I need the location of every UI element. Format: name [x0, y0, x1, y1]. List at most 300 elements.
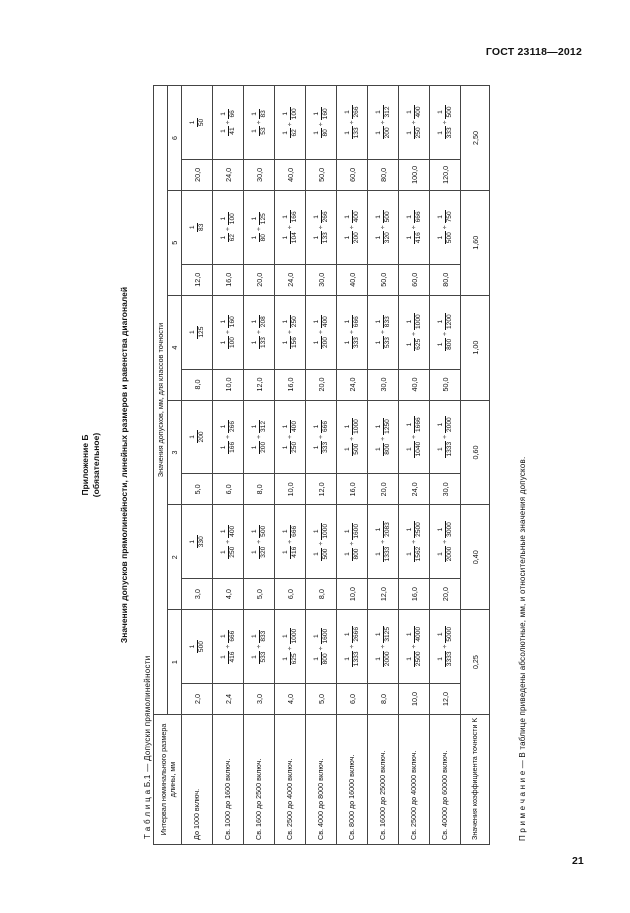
fraction — [375, 336, 392, 349]
fraction — [437, 521, 454, 538]
appendix-heading — [80, 85, 102, 845]
relative-value — [375, 610, 392, 683]
fraction — [251, 212, 268, 225]
rotated-content — [80, 85, 550, 845]
relative-value — [406, 296, 423, 369]
fraction-denominator: 160 — [321, 108, 329, 120]
fraction — [313, 128, 330, 137]
fraction-denominator: 2083 — [383, 522, 391, 537]
fraction — [220, 233, 237, 242]
absolute-value: 12,0 — [182, 264, 212, 295]
fraction-numerator: 1 — [250, 129, 258, 133]
tolerance-cell-inner — [399, 610, 429, 714]
interval-header: Интервал номинального размера длины, мм — [154, 715, 182, 845]
fraction — [220, 109, 237, 118]
fraction — [189, 535, 206, 548]
fraction-denominator: 104 — [290, 232, 298, 244]
fraction — [406, 651, 423, 668]
fraction-denominator: 1666 — [414, 417, 422, 433]
range-separator: ÷ — [379, 120, 387, 125]
relative-value — [251, 296, 268, 369]
fraction — [375, 546, 392, 563]
fraction — [220, 525, 237, 538]
fraction-numerator: 1 — [374, 657, 382, 661]
relative-value — [282, 401, 299, 474]
fraction-numerator: 1 — [250, 340, 258, 345]
fraction — [313, 336, 330, 349]
fraction-denominator: 1000 — [414, 314, 422, 330]
range-separator: ÷ — [441, 332, 449, 336]
fraction-numerator: 1 — [343, 529, 351, 534]
fraction-denominator: 1200 — [445, 314, 453, 330]
tolerance-cell — [399, 295, 430, 400]
fraction-denominator: 416 — [414, 232, 422, 244]
fraction — [313, 107, 330, 120]
fraction-denominator: 200 — [352, 232, 360, 244]
tolerance-cell-inner — [337, 191, 367, 295]
fraction-numerator: 1 — [405, 319, 413, 324]
fraction-numerator: 1 — [281, 112, 289, 116]
group-header: Значения допусков, мм, для классов точности — [154, 86, 168, 715]
tolerance-cell-inner — [368, 401, 398, 505]
fraction-numerator: 1 — [312, 112, 320, 116]
relative-value — [251, 191, 268, 264]
fraction-denominator: 1040 — [414, 441, 422, 457]
table-caption: Т а б л и ц а Б.1 — Допуски прямолинейности — [143, 655, 152, 839]
fraction-denominator: 800 — [383, 443, 391, 455]
fraction — [344, 231, 361, 244]
fraction-denominator: 320 — [259, 546, 267, 558]
fraction-denominator: 333 — [352, 337, 360, 349]
fraction-numerator: 1 — [374, 340, 382, 345]
fraction-numerator: 1 — [343, 340, 351, 345]
relative-value — [251, 401, 268, 474]
relative-value — [282, 86, 299, 159]
table-row — [368, 86, 399, 845]
range-separator: ÷ — [410, 539, 418, 544]
tolerance-cell — [213, 295, 244, 400]
fraction-numerator: 1 — [405, 422, 413, 427]
tolerance-cell — [430, 610, 461, 715]
interval-cell: Св. 16000 до 25000 включ. — [368, 715, 399, 845]
fraction — [437, 441, 454, 458]
fraction — [406, 441, 423, 458]
tolerance-cell — [275, 610, 306, 715]
fraction — [220, 336, 237, 349]
fraction-numerator: 1 — [436, 235, 444, 240]
fraction — [375, 315, 392, 328]
tolerance-cell-inner — [306, 610, 336, 714]
tolerance-cell-inner — [213, 505, 243, 609]
absolute-value: 20,0 — [368, 473, 398, 504]
fraction-numerator: 1 — [405, 235, 413, 240]
absolute-value: 16,0 — [275, 369, 305, 400]
tolerance-cell — [213, 610, 244, 715]
absolute-value: 20,0 — [244, 264, 274, 295]
tolerance-cell-inner — [275, 191, 305, 295]
class-header: 3 — [168, 400, 182, 505]
appendix-status: (обязательное) — [91, 432, 101, 498]
relative-value — [282, 610, 299, 683]
fraction-numerator: 1 — [281, 340, 289, 345]
fraction — [406, 313, 423, 330]
range-separator: ÷ — [348, 436, 356, 441]
fraction — [437, 313, 454, 330]
tolerance-cell — [368, 190, 399, 295]
fraction-denominator: 125 — [259, 213, 267, 225]
range-separator: ÷ — [348, 644, 356, 649]
fraction-numerator: 1 — [250, 424, 258, 429]
range-separator: ÷ — [286, 435, 294, 439]
absolute-value: 3,0 — [244, 683, 274, 714]
absolute-value: 20,0 — [430, 578, 460, 609]
absolute-value: 2,4 — [213, 683, 243, 714]
interval-cell: До 1000 включ. — [182, 715, 213, 845]
tolerance-cell — [399, 610, 430, 715]
fraction — [189, 430, 206, 443]
fraction — [375, 418, 392, 435]
tolerance-cell — [275, 190, 306, 295]
fraction-denominator: 250 — [290, 441, 298, 453]
absolute-value: 8,0 — [244, 473, 274, 504]
fraction — [220, 651, 237, 664]
fraction — [251, 420, 268, 433]
tolerance-cell — [306, 295, 337, 400]
fraction-numerator: 1 — [405, 527, 413, 532]
k-value: 0,40 — [461, 505, 490, 610]
tolerance-cell — [399, 505, 430, 610]
fraction-denominator: 625 — [414, 338, 422, 350]
fraction — [313, 628, 330, 645]
fraction-numerator: 1 — [219, 529, 227, 534]
relative-value — [344, 191, 361, 264]
fraction — [282, 441, 299, 454]
fraction-denominator: 41 — [228, 127, 236, 135]
fraction-numerator: 1 — [436, 527, 444, 532]
fraction-denominator: 166 — [228, 441, 236, 453]
absolute-value: 16,0 — [213, 264, 243, 295]
fraction-numerator: 1 — [219, 235, 227, 240]
interval-cell: Св. 8000 до 16000 включ. — [337, 715, 368, 845]
fraction-numerator: 1 — [188, 539, 196, 544]
fraction-numerator: 1 — [436, 319, 444, 324]
fraction — [251, 315, 268, 328]
fraction-numerator: 1 — [281, 131, 289, 135]
fraction — [406, 521, 423, 538]
table-row — [306, 86, 337, 845]
tolerance-cell — [306, 190, 337, 295]
fraction-denominator: 666 — [290, 525, 298, 537]
tolerance-cell-inner — [213, 401, 243, 505]
standard-number: ГОСТ 23118—2012 — [485, 46, 582, 58]
interval-cell: Св. 2500 до 4000 включ. — [275, 715, 306, 845]
fraction-denominator: 200 — [321, 337, 329, 349]
fraction — [251, 546, 268, 559]
fraction-numerator: 1 — [405, 552, 413, 556]
tolerance-cell-inner — [244, 86, 274, 190]
range-separator: ÷ — [255, 539, 263, 544]
fraction — [313, 523, 330, 540]
fraction — [437, 416, 454, 433]
class-header: 1 — [168, 610, 182, 715]
tolerance-cell-inner — [399, 296, 429, 400]
fraction — [406, 210, 423, 223]
table-note: П р и м е ч а н и е — В таблице приведены абсолютные, мм, и относительные значения допусков. — [518, 456, 527, 841]
tolerance-cell — [244, 400, 275, 505]
fraction-denominator: 533 — [259, 651, 267, 663]
fraction-numerator: 1 — [374, 110, 382, 114]
fraction-denominator: 83 — [197, 223, 205, 231]
fraction-numerator: 1 — [219, 634, 227, 638]
fraction-denominator: 1600 — [352, 524, 360, 539]
page-number: 21 — [572, 855, 584, 867]
fraction-numerator: 1 — [405, 342, 413, 347]
tolerance-cell-inner — [399, 191, 429, 295]
relative-value — [344, 505, 361, 578]
fraction-denominator: 2500 — [414, 522, 422, 537]
fraction-denominator: 500 — [259, 525, 267, 537]
range-separator: ÷ — [379, 225, 387, 230]
tolerance-cell-inner — [337, 86, 367, 190]
fraction-numerator: 1 — [281, 215, 289, 219]
fraction-denominator: 625 — [290, 653, 298, 665]
relative-value — [220, 401, 237, 474]
relative-value — [282, 505, 299, 578]
fraction — [344, 523, 361, 540]
fraction-numerator: 1 — [250, 529, 258, 534]
fraction-numerator: 1 — [312, 424, 320, 429]
fraction-numerator: 1 — [219, 445, 227, 450]
fraction — [220, 630, 237, 643]
tolerance-cell-inner — [368, 610, 398, 714]
range-separator: ÷ — [286, 225, 294, 230]
fraction-numerator: 1 — [312, 552, 320, 556]
tolerance-table — [153, 85, 490, 845]
tolerance-cell-inner — [244, 296, 274, 400]
relative-value — [406, 401, 423, 474]
fraction-numerator: 1 — [281, 424, 289, 429]
relative-value — [437, 296, 454, 369]
range-separator: ÷ — [348, 225, 356, 230]
relative-value — [313, 86, 330, 159]
tolerance-cell-inner — [306, 296, 336, 400]
fraction-denominator: 3125 — [383, 627, 391, 642]
fraction-denominator: 2000 — [383, 651, 391, 667]
tolerance-cell-inner — [213, 296, 243, 400]
fraction — [251, 651, 268, 664]
fraction-denominator: 666 — [228, 630, 236, 642]
fraction-numerator: 1 — [188, 120, 196, 125]
interval-cell: Св. 4000 до 8000 включ. — [306, 715, 337, 845]
fraction-numerator: 1 — [343, 235, 351, 240]
absolute-value: 24,0 — [399, 473, 429, 504]
fraction-numerator: 1 — [219, 319, 227, 324]
absolute-value: 12,0 — [430, 683, 460, 714]
fraction — [282, 336, 299, 349]
fraction-denominator: 2000 — [445, 546, 453, 562]
tolerance-cell — [275, 86, 306, 191]
tolerance-cell-inner — [368, 191, 398, 295]
range-separator: ÷ — [410, 332, 418, 336]
fraction — [437, 126, 454, 139]
fraction — [313, 652, 330, 665]
tolerance-cell — [275, 295, 306, 400]
fraction-denominator: 833 — [259, 630, 267, 642]
absolute-value: 60,0 — [337, 159, 367, 190]
absolute-value: 6,0 — [213, 473, 243, 504]
fraction-denominator: 666 — [352, 316, 360, 328]
range-separator: ÷ — [224, 227, 232, 232]
absolute-value: 20,0 — [182, 159, 212, 190]
fraction-denominator: 266 — [321, 211, 329, 223]
fraction-denominator: 62 — [290, 129, 298, 137]
fraction-denominator: 416 — [228, 651, 236, 663]
fraction-denominator: 3000 — [445, 522, 453, 537]
tolerance-cell — [306, 505, 337, 610]
tolerance-cell — [306, 610, 337, 715]
fraction — [344, 106, 361, 119]
absolute-value: 60,0 — [399, 264, 429, 295]
fraction-numerator: 1 — [405, 110, 413, 114]
range-separator: ÷ — [441, 120, 449, 125]
fraction-denominator: 2000 — [445, 417, 453, 433]
fraction-numerator: 1 — [188, 644, 196, 649]
fraction-numerator: 1 — [281, 634, 289, 638]
range-separator: ÷ — [441, 539, 449, 544]
fraction — [406, 106, 423, 119]
absolute-value: 40,0 — [337, 264, 367, 295]
tolerance-cell-inner — [368, 86, 398, 190]
fraction-numerator: 1 — [312, 131, 320, 135]
fraction-numerator: 1 — [436, 552, 444, 556]
interval-cell: Св. 40000 до 60000 включ. — [430, 715, 461, 845]
relative-value — [437, 505, 454, 578]
range-separator: ÷ — [317, 541, 325, 546]
interval-cell: Св. 1600 до 2500 включ. — [244, 715, 275, 845]
fraction-numerator: 1 — [343, 632, 351, 637]
fraction — [344, 126, 361, 139]
fraction — [406, 126, 423, 139]
relative-value — [313, 401, 330, 474]
relative-value — [189, 296, 206, 369]
fraction-denominator: 133 — [259, 337, 267, 349]
fraction-denominator: 500 — [352, 443, 360, 455]
relative-value — [220, 505, 237, 578]
tolerance-cell-inner — [275, 505, 305, 609]
fraction-denominator: 2666 — [352, 627, 360, 642]
tolerance-cell-inner — [275, 610, 305, 714]
tolerance-cell — [182, 610, 213, 715]
tolerance-cell — [430, 400, 461, 505]
interval-cell: Св. 25000 до 40000 включ. — [399, 715, 430, 845]
class-header: 5 — [168, 190, 182, 295]
absolute-value: 50,0 — [306, 159, 336, 190]
fraction-numerator: 1 — [188, 225, 196, 230]
fraction-denominator: 1562 — [414, 546, 422, 562]
fraction — [220, 546, 237, 559]
range-separator: ÷ — [348, 541, 356, 546]
fraction — [375, 521, 392, 538]
fraction-denominator: 133 — [321, 232, 329, 244]
fraction — [344, 418, 361, 435]
fraction-denominator: 83 — [259, 110, 267, 118]
fraction-numerator: 1 — [343, 657, 351, 661]
relative-value — [344, 86, 361, 159]
fraction-denominator: 1000 — [290, 628, 298, 644]
fraction-denominator: 133 — [352, 127, 360, 139]
range-separator: ÷ — [224, 435, 232, 439]
fraction-numerator: 1 — [250, 112, 258, 116]
fraction-denominator: 208 — [259, 316, 267, 328]
fraction-numerator: 1 — [405, 447, 413, 452]
range-separator: ÷ — [441, 644, 449, 649]
absolute-value: 16,0 — [337, 473, 367, 504]
fraction-denominator: 50 — [197, 118, 205, 127]
fraction — [313, 548, 330, 561]
tolerance-cell-inner — [244, 401, 274, 505]
fraction-denominator: 125 — [197, 326, 205, 338]
fraction-numerator: 1 — [219, 340, 227, 345]
fraction-numerator: 1 — [219, 216, 227, 221]
fraction-denominator: 80 — [259, 234, 267, 242]
fraction — [437, 338, 454, 351]
absolute-value: 2,0 — [182, 683, 212, 714]
range-separator: ÷ — [348, 330, 356, 335]
tolerance-cell-inner — [306, 401, 336, 505]
tolerance-cell — [368, 295, 399, 400]
range-separator: ÷ — [379, 644, 387, 649]
fraction — [189, 640, 206, 653]
fraction-denominator: 500 — [383, 211, 391, 223]
range-separator: ÷ — [224, 120, 232, 125]
fraction-denominator: 330 — [197, 536, 205, 548]
fraction-numerator: 1 — [436, 447, 444, 452]
absolute-value: 40,0 — [275, 159, 305, 190]
fraction-denominator: 250 — [290, 316, 298, 328]
relative-value — [251, 610, 268, 683]
absolute-value: 5,0 — [182, 473, 212, 504]
absolute-value: 30,0 — [306, 264, 336, 295]
fraction — [251, 336, 268, 349]
fraction-denominator: 100 — [290, 108, 298, 120]
fraction — [437, 546, 454, 563]
relative-value — [189, 610, 206, 683]
tolerance-cell — [430, 505, 461, 610]
range-separator: ÷ — [317, 225, 325, 230]
tolerance-cell-inner — [182, 86, 212, 190]
fraction-denominator: 62 — [228, 234, 236, 242]
fraction-numerator: 1 — [312, 215, 320, 219]
appendix-title: Приложение Б — [80, 434, 90, 496]
absolute-value: 6,0 — [275, 578, 305, 609]
interval-cell: Св. 1000 до 1600 включ. — [213, 715, 244, 845]
fraction — [251, 630, 268, 643]
relative-value — [220, 610, 237, 683]
absolute-value: 30,0 — [430, 473, 460, 504]
range-separator: ÷ — [410, 120, 418, 125]
tolerance-cell-inner — [213, 610, 243, 714]
tolerance-cell — [244, 190, 275, 295]
fraction-numerator: 1 — [343, 110, 351, 114]
fraction-denominator: 250 — [414, 127, 422, 139]
fraction — [375, 651, 392, 668]
tolerance-cell-inner — [337, 505, 367, 609]
tolerance-cell — [182, 86, 213, 191]
fraction — [282, 231, 299, 244]
tolerance-cell — [244, 610, 275, 715]
fraction — [375, 231, 392, 244]
tolerance-cell-inner — [399, 86, 429, 190]
